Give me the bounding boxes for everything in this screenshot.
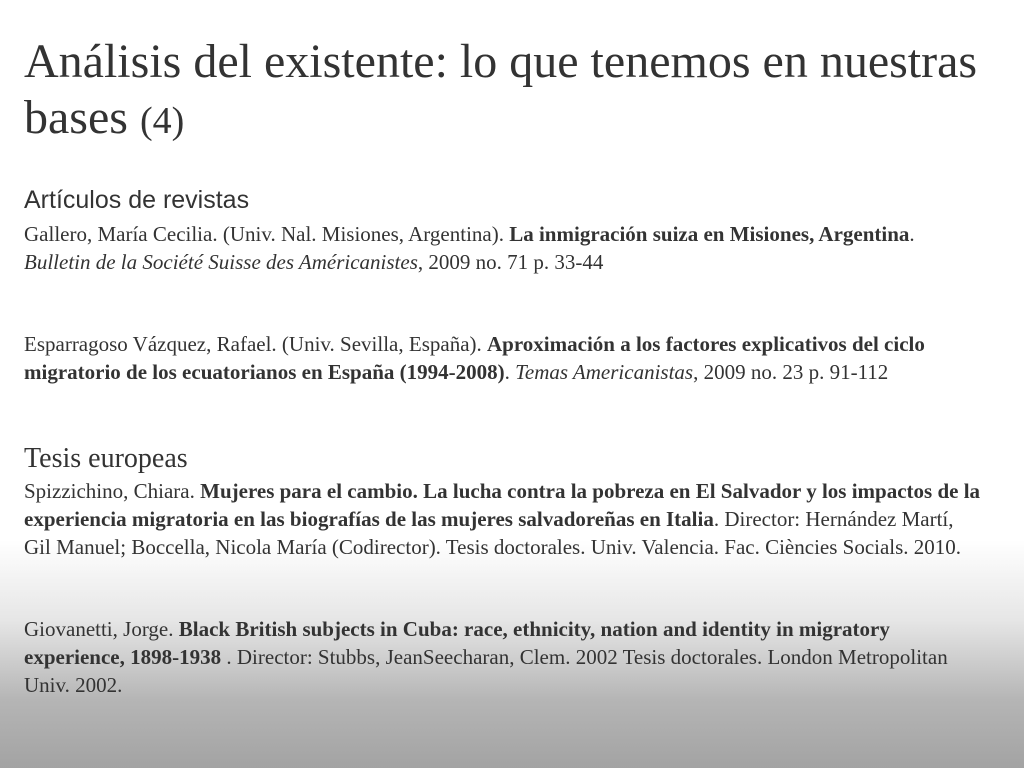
citation-author: Spizzichino, Chiara. [24,479,201,503]
citation-details: . Director: Stubbs, JeanSeecharan, Clem. 2002 Tesis doctorales. London Metropolitan Univ. 2002. [24,645,948,697]
citation-details: , 2009 no. 23 p. 91-112 [693,360,889,384]
citation-entry [24,330,984,386]
citation-separator: . [504,360,516,384]
citation-title: Mujeres para el cambio. La lucha contra la pobreza en El Salvador y los impactos de la experiencia migratoria en las biografías de las mujeres salvadoreñas en Italia [24,479,981,531]
citation-title: Black British subjects in Cuba: race, ethnicity, nation and identity in migratory experience, 1898-1938 [24,617,890,669]
section-heading-articles: Artículos de revistas [24,186,250,214]
section-heading-theses: Tesis europeas [24,443,188,474]
citation-entry [24,477,984,561]
citation-journal: Bulletin de la Société Suisse des Américanistes [24,250,418,274]
citation-separator: . [909,222,915,246]
citation-details: , 2009 no. 71 p. 33-44 [417,250,604,274]
citation-entry [24,220,984,276]
citation-journal: Temas Americanistas [515,360,694,384]
citation-title: Aproximación a los factores explicativos del ciclo migratorio de los ecuatorianos en España (1994-2008) [24,332,925,384]
citation-author: Giovanetti, Jorge. [24,617,179,641]
citation-author: Gallero, María Cecilia. (Univ. Nal. Misiones, Argentina). [24,222,510,246]
slide-title-main: Análisis del existente: lo que tenemos en nuestras bases [24,35,978,144]
citation-title: La inmigración suiza en Misiones, Argentina [509,222,910,246]
citation-details: . Director: Hernández Martí, Gil Manuel; Boccella, Nicola María (Codirector). Tesis doctorales. Univ. Valencia. Fac. Ciències Socials. 2010. [24,507,962,559]
slide-title-number: (4) [139,100,185,142]
citation-entry [24,615,984,699]
slide-title [24,34,984,149]
citation-author: Esparragoso Vázquez, Rafael. (Univ. Sevilla, España). [24,332,488,356]
